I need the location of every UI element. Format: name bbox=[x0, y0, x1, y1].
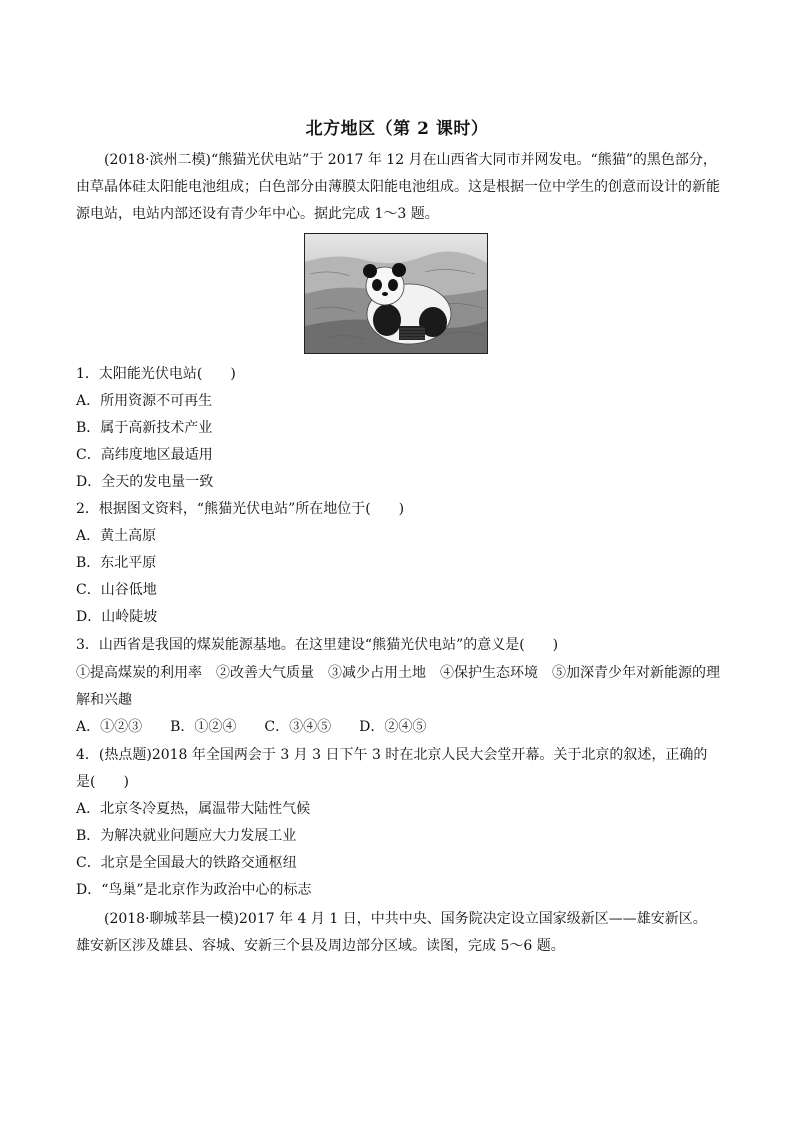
question-4-option-b: B．为解决就业问题应大力发展工业 bbox=[76, 828, 297, 844]
question-1-stem: 1．太阳能光伏电站( ) bbox=[76, 366, 236, 382]
question-3-stem: 3．山西省是我国的煤炭能源基地。在这里建设“熊猫光伏电站”的意义是( ) bbox=[76, 637, 559, 653]
question-2-stem: 2．根据图文资料，“熊猫光伏电站”所在地位于( ) bbox=[76, 501, 405, 517]
intro-paragraph-2: (2018·聊城莘县一模)2017 年 4 月 1 日，中共中央、国务院决定设立国家级新区——雄安新区。雄安新区涉及雄县、容城、安新三个县及周边部分区域。读图，完成 5～6 题。 bbox=[76, 911, 707, 954]
question-4-option-a: A．北京冬冷夏热，属温带大陆性气候 bbox=[76, 801, 311, 817]
question-1-option-b: B．属于高新技术产业 bbox=[76, 420, 213, 436]
question-2-option-c: C．山谷低地 bbox=[76, 582, 157, 598]
question-2-option-b: B．东北平原 bbox=[76, 555, 157, 571]
panda-solar-station-photo bbox=[304, 233, 488, 354]
question-2-option-a: A．黄土高原 bbox=[76, 528, 157, 544]
question-1-option-c: C．高纬度地区最适用 bbox=[76, 447, 213, 463]
intro-paragraph-1: (2018·滨州二模)“熊猫光伏电站”于 2017 年 12 月在山西省大同市并网发电。“熊猫”的黑色部分，由草晶体硅太阳能电池组成；白色部分由薄膜太阳能电池组成。这是根据一位中学生的创意而设计的新能源电站，电站内部还设有青少年中心。据此完成 1～3 题。 bbox=[76, 152, 720, 222]
question-4-option-c: C．北京是全国最大的铁路交通枢纽 bbox=[76, 855, 297, 871]
question-3-choices: ①提高煤炭的利用率 ②改善大气质量 ③减少占用土地 ④保护生态环境 ⑤加深青少年对新能源的理解和兴趣 bbox=[76, 665, 720, 708]
question-1-option-a: A．所用资源不可再生 bbox=[76, 393, 213, 409]
question-3-options: A．①②③ B．①②④ C．③④⑤ D．②④⑤ bbox=[76, 719, 427, 735]
question-2-option-d: D．山岭陡坡 bbox=[76, 609, 158, 625]
question-4-stem: 4．(热点题)2018 年全国两会于 3 月 3 日下午 3 时在北京人民大会堂开幕。关于北京的叙述，正确的是( ) bbox=[76, 747, 708, 790]
question-1-option-d: D．全天的发电量一致 bbox=[76, 474, 214, 490]
panda-photo-graphic bbox=[305, 234, 488, 354]
question-4-option-d: D．“鸟巢”是北京作为政治中心的标志 bbox=[76, 882, 312, 898]
page-title: 北方地区（第 2 课时） bbox=[305, 119, 489, 139]
